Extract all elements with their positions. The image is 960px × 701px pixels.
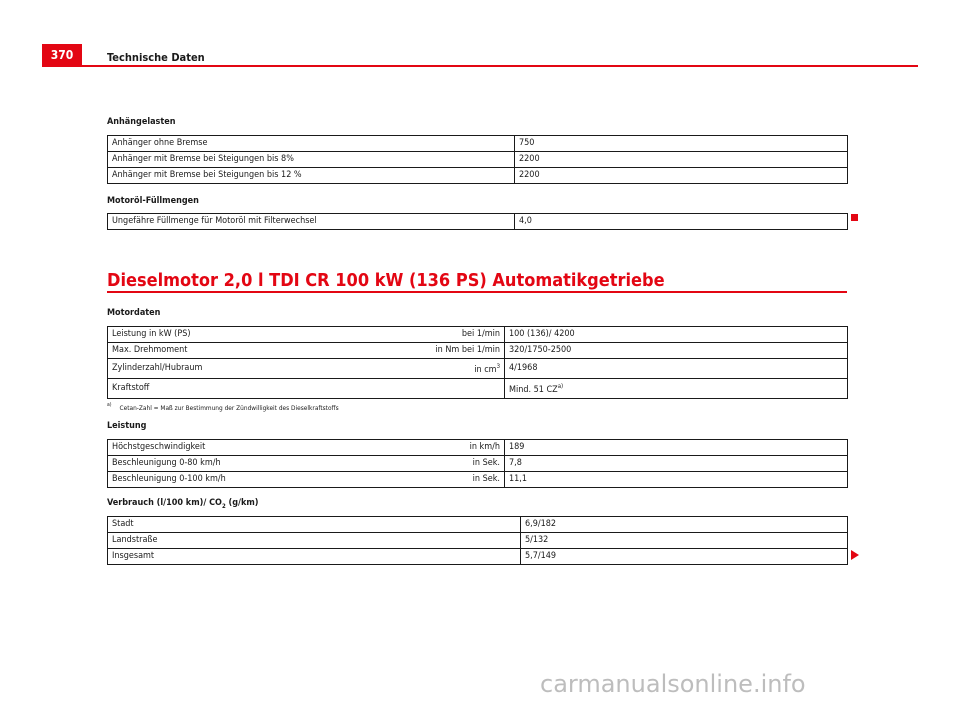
unit-text: in cm <box>474 365 497 375</box>
table-row <box>108 379 848 399</box>
cell-name: Zylinderzahl/Hubraum <box>108 359 307 379</box>
table-row <box>108 533 848 549</box>
cell-value: 4,0 <box>515 214 848 230</box>
oel-table <box>107 213 848 230</box>
table-row <box>108 440 848 456</box>
section-rule <box>107 291 847 293</box>
verbrauch-table <box>107 516 848 565</box>
oel-label: Motoröl-Füllmengen <box>107 196 199 206</box>
table-row <box>108 136 848 152</box>
section-end-marker <box>851 214 858 221</box>
cell-value: 4/1968 <box>505 359 848 379</box>
cell-value: 189 <box>505 440 848 456</box>
table-row <box>108 152 848 168</box>
cell-name: Max. Drehmoment <box>108 343 307 359</box>
cell-value: 320/1750-2500 <box>505 343 848 359</box>
cell-value: 100 (136)/ 4200 <box>505 327 848 343</box>
header-rule <box>42 65 918 67</box>
co2-subscript: 2 <box>221 502 226 510</box>
cell-value: 2200 <box>515 168 848 184</box>
cell-unit: in km/h <box>306 440 505 456</box>
cell-unit <box>306 359 505 379</box>
value-text: Mind. 51 CZ <box>509 385 558 395</box>
cell-name: Leistung in kW (PS) <box>108 327 307 343</box>
cell-value: 5/132 <box>521 533 848 549</box>
cell-name: Ungefähre Füllmenge für Motoröl mit Filterwechsel <box>108 214 515 230</box>
cell-value: 5,7/149 <box>521 549 848 565</box>
leistung-label: Leistung <box>107 421 147 431</box>
cell-unit: in Sek. <box>306 472 505 488</box>
watermark: carmanualsonline.info <box>540 670 806 698</box>
anhaengelasten-label: Anhängelasten <box>107 117 176 127</box>
header-title: Technische Daten <box>107 51 205 64</box>
cell-name: Beschleunigung 0-80 km/h <box>108 456 307 472</box>
cell-name: Kraftstoff <box>108 379 307 399</box>
cell-name: Beschleunigung 0-100 km/h <box>108 472 307 488</box>
cell-name: Anhänger ohne Bremse <box>108 136 515 152</box>
footnote-ref: a) <box>557 383 564 390</box>
cell-value: 750 <box>515 136 848 152</box>
cell-value: 11,1 <box>505 472 848 488</box>
section-title: Dieselmotor 2,0 l TDI CR 100 kW (136 PS) Automatikgetriebe <box>107 270 665 291</box>
table-row <box>108 343 848 359</box>
table-row <box>108 168 848 184</box>
cell-name: Anhänger mit Bremse bei Steigungen bis 12 % <box>108 168 515 184</box>
table-row <box>108 549 848 565</box>
table-row <box>108 359 848 379</box>
cell-name: Höchstgeschwindigkeit <box>108 440 307 456</box>
cell-value: 7,8 <box>505 456 848 472</box>
cell-name: Landstraße <box>108 533 521 549</box>
verbrauch-label-unit: (g/km) <box>225 498 259 508</box>
verbrauch-label-text: Verbrauch (l/100 km)/ CO <box>107 498 222 508</box>
leistung-table <box>107 439 848 488</box>
verbrauch-label <box>107 498 259 510</box>
motordaten-table <box>107 326 848 399</box>
cell-unit: in Sek. <box>306 456 505 472</box>
table-row <box>108 456 848 472</box>
cell-name: Anhänger mit Bremse bei Steigungen bis 8% <box>108 152 515 168</box>
footnote-text: Cetan-Zahl = Maß zur Bestimmung der Zündwilligkeit des Dieselkraftstoffs <box>119 404 339 412</box>
table-row <box>108 214 848 230</box>
unit-superscript: 3 <box>496 363 500 370</box>
cell-name: Insgesamt <box>108 549 521 565</box>
table-row <box>108 517 848 533</box>
cell-unit: in Nm bei 1/min <box>306 343 505 359</box>
cell-value: 6,9/182 <box>521 517 848 533</box>
page-number: 370 <box>42 44 82 66</box>
footnote <box>107 402 339 412</box>
continue-arrow-icon <box>851 550 859 560</box>
footnote-mark: a) <box>107 402 112 408</box>
cell-unit <box>306 379 505 399</box>
cell-value <box>505 379 848 399</box>
cell-value: 2200 <box>515 152 848 168</box>
cell-unit: bei 1/min <box>306 327 505 343</box>
table-row <box>108 327 848 343</box>
anhaengelasten-table <box>107 135 848 184</box>
cell-name: Stadt <box>108 517 521 533</box>
motordaten-label: Motordaten <box>107 308 161 318</box>
table-row <box>108 472 848 488</box>
